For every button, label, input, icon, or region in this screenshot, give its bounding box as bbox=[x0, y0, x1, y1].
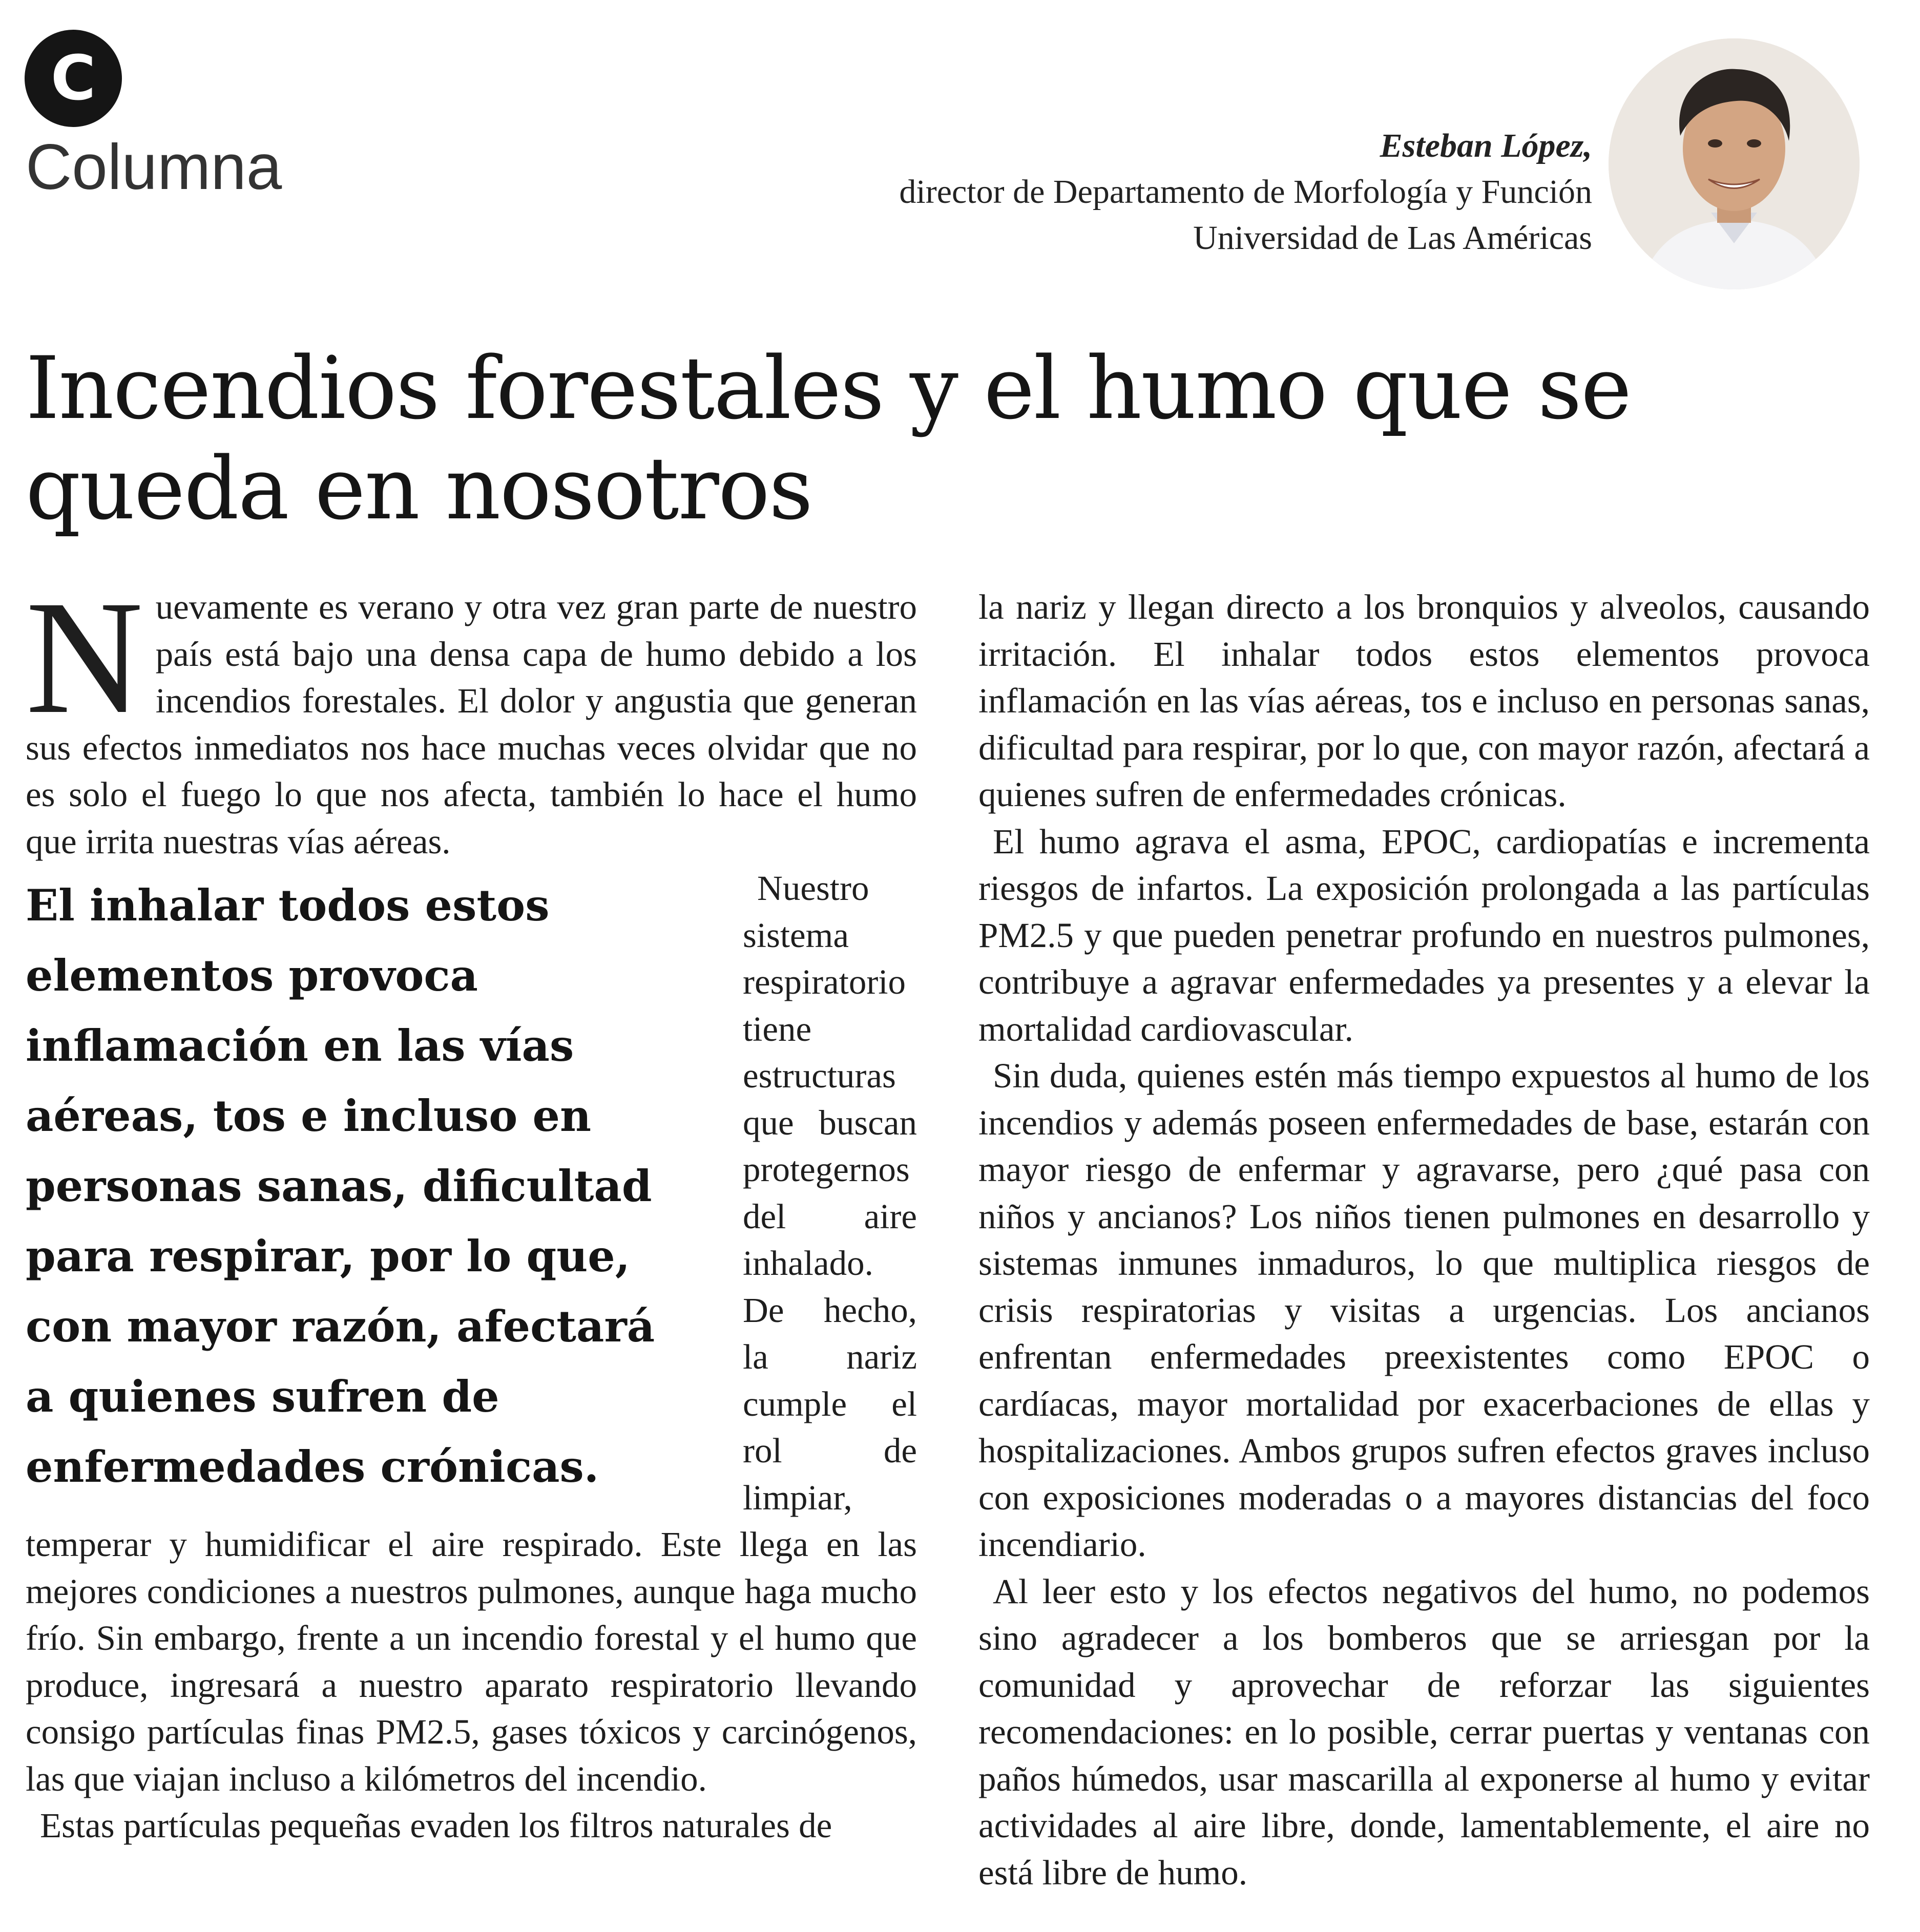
paragraph-3-start: Estas partículas pequeñas evaden los filtros naturales de bbox=[40, 1806, 832, 1845]
headline: Incendios forestales y el humo que se queda en nosotros bbox=[26, 338, 1631, 539]
author-name: Esteban López, bbox=[1380, 127, 1592, 164]
paragraph-5: Sin duda, quienes estén más tiempo expuestos al humo de los incendios y además poseen enfermedades de base, estarán con mayor riesgo de enfermar y agravarse, pero ¿qué pasa con niños y ancianos? Los niños tienen pulmones en desarrollo y sistemas inmunes inmaduros, lo que multiplica riesgos de crisis respiratorias y visitas a urgencias. Los ancianos enfrentan enfermedades preexistentes como EPOC o cardíacas, mayor mortalidad por exacerbaciones de ellas y hospitalizaciones. Ambos grupos sufren efectos graves incluso con exposiciones moderadas o a mayores distancias del foco incendiario. bbox=[978, 1056, 1870, 1564]
drop-cap: N bbox=[26, 567, 143, 747]
paragraph-4: El humo agrava el asma, EPOC, cardiopatías e incrementa riesgos de infartos. La exposición prolongada a las partículas PM2.5 y que pueden penetrar profundo en nuestros pulmones, contribuye a agravar enfermedades ya presentes y a elevar la mortalidad cardiovascular. bbox=[978, 822, 1870, 1048]
column-badge: C bbox=[25, 30, 122, 127]
paragraph-6: Al leer esto y los efectos negativos del humo, no podemos sino agradecer a los bomberos que se arriesgan por la comunidad y aprovechar de reforzar las siguientes recomendaciones: en lo posible, cerrar puertas y ventanas con paños húmedos, usar mascarilla al exponerse al humo y evitar actividades al aire libre, donde, lamentablemente, el aire no está libre de humo. bbox=[978, 1571, 1870, 1892]
author-portrait bbox=[1609, 38, 1860, 289]
author-role: director de Departamento de Morfología y Función bbox=[899, 173, 1592, 211]
paragraph-3-end: la nariz y llegan directo a los bronquios y alveolos, causando irritación. El inhalar todos estos elementos provoca inflamación en las vías aéreas, tos e incluso en personas sanas, dificultad para respirar, por lo que, con mayor razón, afectará a quienes sufren de enfermedades crónicas. bbox=[978, 587, 1870, 814]
paragraph-1-text: uevamente es verano y otra vez gran parte de nuestro país está bajo una densa capa de humo debido a los incendios forestales. El dolor y angustia que generan sus efectos inmediatos nos hace muchas veces olvidar que no es solo el fuego lo que nos afecta, también lo hace el humo que irrita nuestras vías aéreas. bbox=[26, 587, 917, 861]
author-byline bbox=[899, 123, 1592, 261]
article-column-left bbox=[26, 567, 917, 1850]
pull-quote: El inhalar todos estos elementos provoca inflamación en las vías aéreas, tos e incluso en personas sanas, dificultad para respirar, por lo que, con mayor razón, afectará a quienes sufren de enfermedades crónicas. bbox=[26, 880, 655, 1492]
paragraph-1 bbox=[26, 567, 917, 865]
author-photo-illustration bbox=[1609, 38, 1860, 289]
section-label: Columna bbox=[26, 132, 282, 203]
author-institution: Universidad de Las Américas bbox=[1193, 219, 1592, 257]
paragraph-2: Nuestro sistema respiratorio tiene estructuras que buscan protegernos del aire inhalado. De hecho, la nariz cumple el rol de limpiar, temperar y humidificar el aire respirado. Este llega en las mejores condiciones a nuestros pulmones, aunque haga mucho frío. Sin embargo, frente a un incendio forestal y el humo que produce, ingresará a nuestro aparato respiratorio llevando consigo partículas finas PM2.5, gases tóxicos y carcinógenos, las que viajan incluso a kilómetros del incendio. bbox=[26, 869, 917, 1798]
article-column-right bbox=[978, 584, 1870, 1896]
